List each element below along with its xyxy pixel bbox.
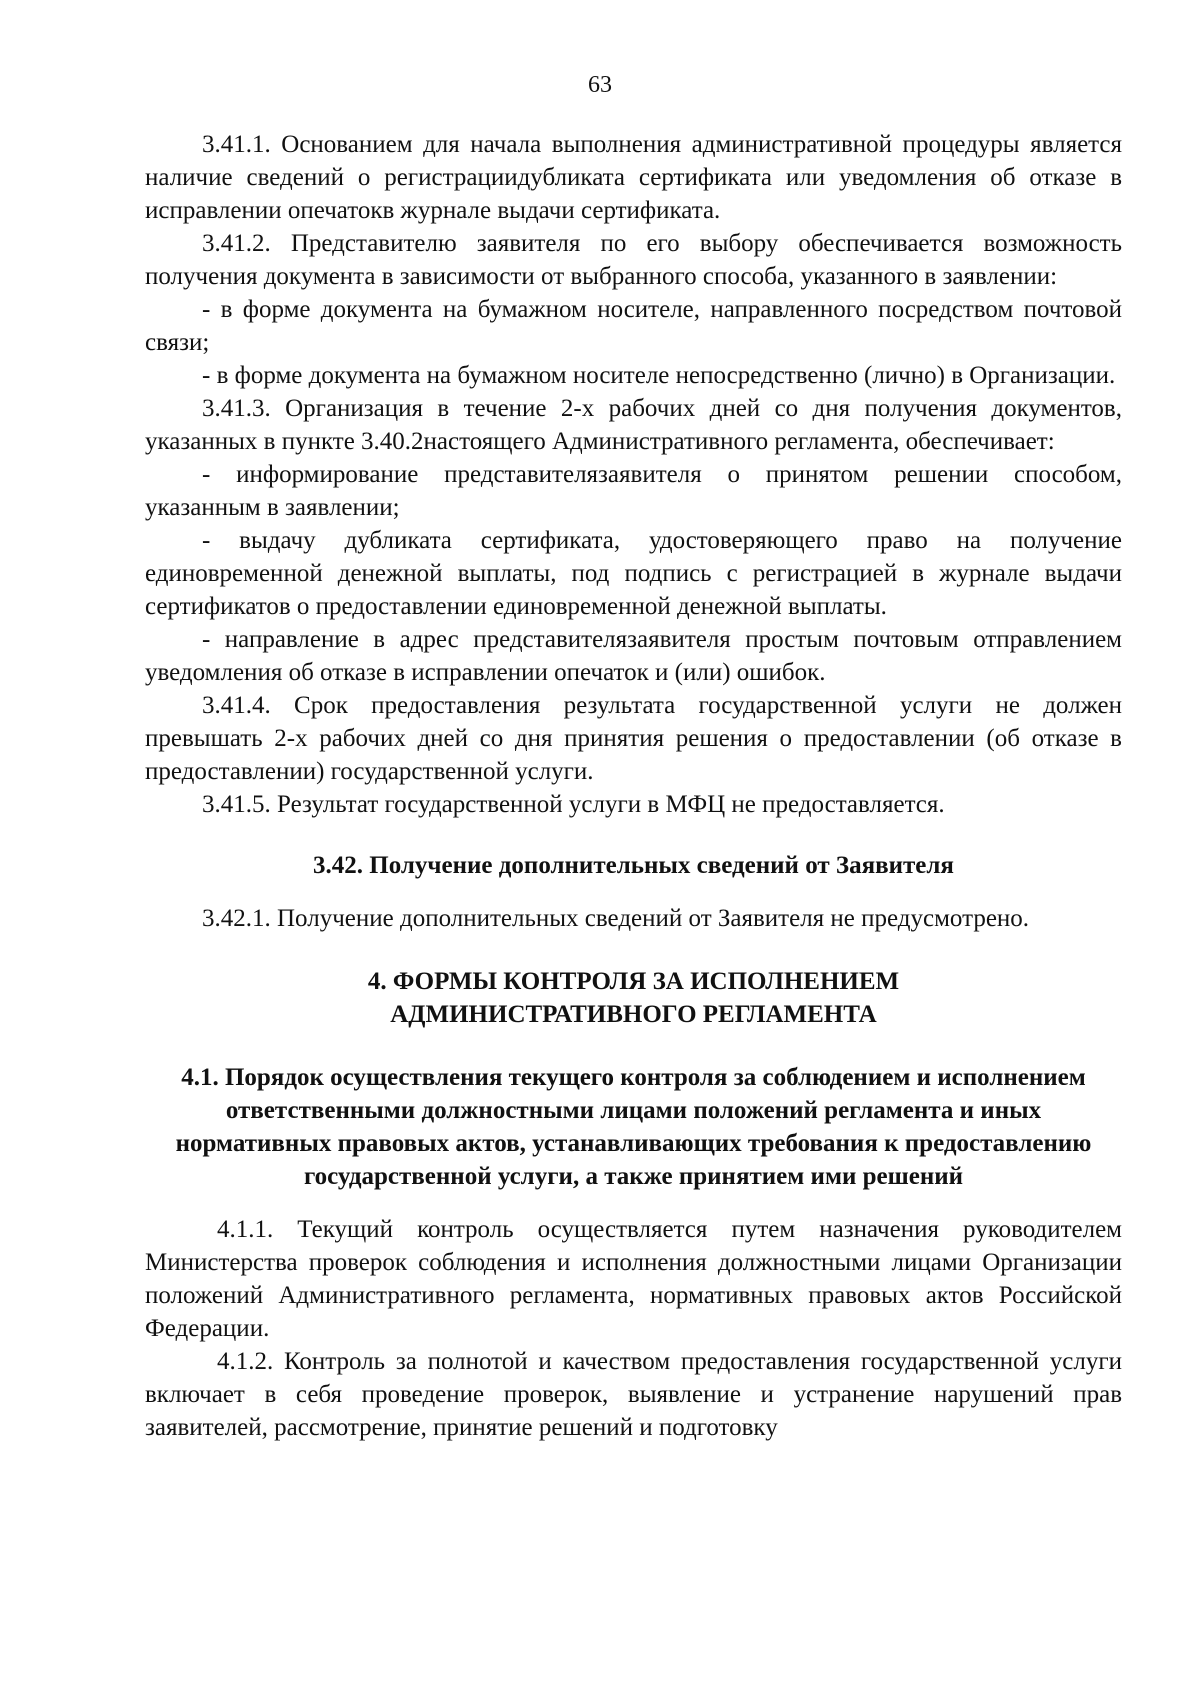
heading-section-4-line1: 4. ФОРМЫ КОНТРОЛЯ ЗА ИСПОЛНЕНИЕМ bbox=[367, 968, 900, 995]
page-number: 63 bbox=[588, 72, 612, 98]
paragraph-3-41-5: 3.41.5. Результат государственной услуги в МФЦ не предоставляется. bbox=[202, 791, 945, 818]
document-body bbox=[145, 128, 1122, 1444]
heading-section-4 bbox=[145, 965, 1122, 1031]
paragraph-4-1-2: 4.1.2. Контроль за полнотой и качеством предоставления государственной услуги включает в себя проведение проверок, выявление и устранение нарушений прав заявителей, рассмотрение, принятие решений и подготовку bbox=[145, 1348, 1122, 1441]
list-item-postal: - в форме документа на бумажном носителе, направленного посредством почтовой связи; bbox=[145, 296, 1122, 356]
paragraph-3-42-1: 3.42.1. Получение дополнительных сведений от Заявителя не предусмотрено. bbox=[202, 905, 1030, 932]
paragraph-3-41-2: 3.41.2. Представителю заявителя по его выбору обеспечивается возможность получения документа в зависимости от выбранного способа, указанного в заявлении: bbox=[145, 230, 1122, 290]
list-item-informing: - информирование представителязаявителя о принятом решении способом, указанным в заявлении; bbox=[145, 461, 1122, 521]
paragraph-3-41-1: 3.41.1. Основанием для начала выполнения административной процедуры является наличие сведений о регистрациидубликата сертификата или уведомления об отказе в исправлении опечатокв журнале выдачи сертификата. bbox=[145, 131, 1122, 224]
heading-3-42: 3.42. Получение дополнительных сведений от Заявителя bbox=[313, 852, 954, 879]
heading-section-4-line2: АДМИНИСТРАТИВНОГО РЕГЛАМЕНТА bbox=[390, 1001, 877, 1028]
paragraph-3-41-3: 3.41.3. Организация в течение 2-х рабочих дней со дня получения документов, указанных в пункте 3.40.2настоящего Административного регламента, обеспечивает: bbox=[145, 395, 1122, 455]
list-item-in-person: - в форме документа на бумажном носителе непосредственно (лично) в Организации. bbox=[202, 362, 1116, 389]
paragraph-3-41-4: 3.41.4. Срок предоставления результата государственной услуги не должен превышать 2-х рабочих дней со дня принятия решения о предоставлении (об отказе в предоставлении) государственной услуги. bbox=[145, 692, 1122, 785]
heading-4-1: 4.1. Порядок осуществления текущего контроля за соблюдением и исполнением ответственными должностными лицами положений регламента и иных нормативных правовых актов, устанавливающих требования к предоставлению государственной услуги, а также принятием ими решений bbox=[175, 1064, 1092, 1190]
paragraph-4-1-1: 4.1.1. Текущий контроль осуществляется путем назначения руководителем Министерства проверок соблюдения и исполнения должностными лицами Организации положений Административного регламента, нормативных правовых актов Российской Федерации. bbox=[145, 1216, 1122, 1342]
list-item-notice: - направление в адрес представителязаявителя простым почтовым отправлением уведомления об отказе в исправлении опечаток и (или) ошибок. bbox=[145, 626, 1122, 686]
list-item-duplicate: - выдачу дубликата сертификата, удостоверяющего право на получение единовременной денежной выплаты, под подпись с регистрацией в журнале выдачи сертификатов о предоставлении единовременной денежной выплаты. bbox=[145, 527, 1122, 620]
